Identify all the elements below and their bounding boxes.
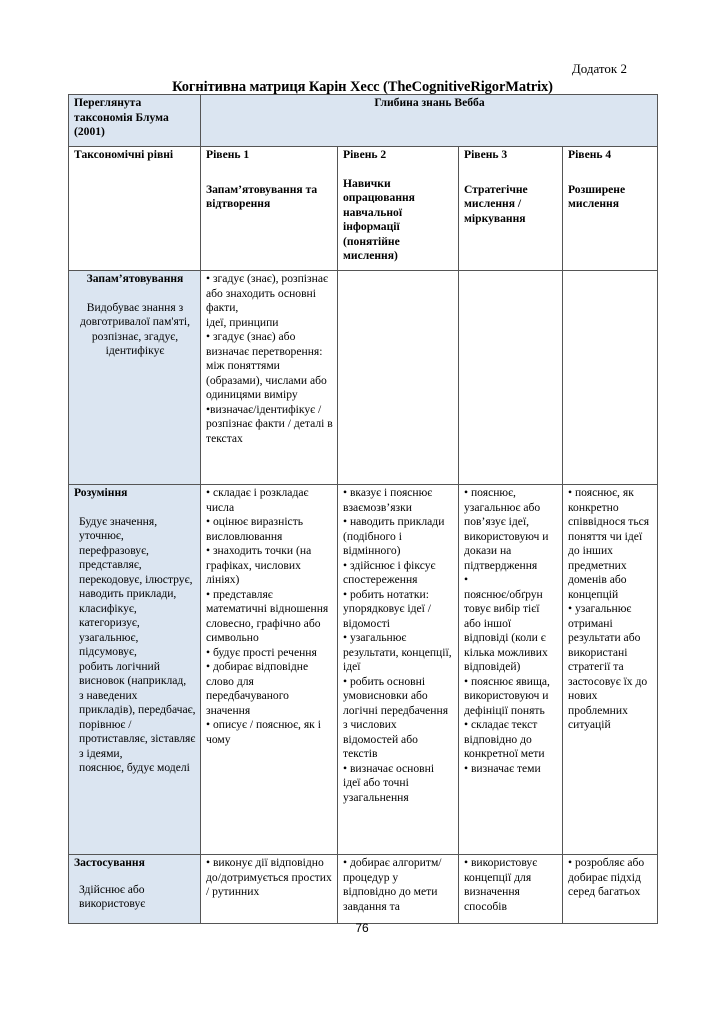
level-2-number: Рівень 2 bbox=[343, 148, 387, 161]
level-2-name: Навички опрацювання навчальної інформації (понятійне мислення) bbox=[343, 176, 415, 262]
table-row bbox=[69, 855, 658, 924]
row-remember-title: Запам’ятовування bbox=[86, 272, 184, 285]
row-remember-head-cell bbox=[69, 271, 201, 485]
table-row bbox=[69, 271, 658, 485]
row-apply-level-1: • виконує дії відповідно до/дотримується простих / рутинних bbox=[201, 855, 338, 924]
page-number: 76 bbox=[355, 921, 369, 935]
row-understand-level-1: • складає і розкладає числа • оцінює виразність висловлювання • знаходить точки (на графіках, числових лініях) • представляє математичні відношення словесно, графічно або символьно • будує прості речення • добирає відповідне слово для передбачуваного значення • описує / пояснює, як і чому bbox=[201, 485, 338, 855]
row-remember-description: Видобуває знання з довготривалої пам'яті, розпізнає, згадує, ідентифікує bbox=[79, 300, 191, 357]
row-understand-level-4: • пояснює, як конкретно співвіднося ться поняття чи ідеї до інших предметних доменів або концепцій • узагальнює отримані результати або використані стратегії та застосовує їх до нових проблемних ситуацій bbox=[563, 485, 658, 855]
row-apply-title: Застосування bbox=[74, 856, 145, 869]
row-remember-level-2 bbox=[338, 271, 459, 485]
header-bloom-cell bbox=[69, 95, 201, 147]
table-header-row bbox=[69, 95, 658, 147]
header-bloom-text: Переглянута таксономія Блума (2001) bbox=[74, 96, 169, 138]
level-2-cell bbox=[338, 147, 459, 271]
row-apply-description: Здійснює або використовує bbox=[79, 882, 146, 910]
row-understand-description: Будує значення, уточнює, перефразовує, представляє, перекодовує, ілюструє, наводить приклади, класифікує, категоризує, узагальнює, підсумовує, робить логічний висновок (наприклад, з наведених прикладів), передбачає, порівнює / протиставляє, зіставляє з ідеями, пояснює, будує моделі bbox=[79, 514, 196, 774]
level-4-cell bbox=[563, 147, 658, 271]
row-remember-level-3 bbox=[459, 271, 563, 485]
row-understand-title: Розуміння bbox=[74, 486, 128, 499]
row-apply-level-4: • розробляє або добирає підхід серед багатьох bbox=[563, 855, 658, 924]
header-webb-text: Глибина знань Вебба bbox=[374, 96, 485, 109]
row-remember-level-4 bbox=[563, 271, 658, 485]
row-understand-level-3: • пояснює, узагальнює або пов’язує ідеї, використовуюч и докази на підтвердження • пояснює/обґрун товує вибір тієї або іншої відповіді (коли є кілька можливих відповідей) • пояснює явища, використовуюч и дефініції понять • складає текст відповідно до конкретної мети • визначає теми bbox=[459, 485, 563, 855]
table-row bbox=[69, 485, 658, 855]
header-webb-cell bbox=[201, 95, 658, 147]
cognitive-rigor-matrix-table bbox=[68, 94, 658, 924]
level-3-cell bbox=[459, 147, 563, 271]
row-understand-head-cell bbox=[69, 485, 201, 855]
levels-row bbox=[69, 147, 658, 271]
row-remember-level-1: • згадує (знає), розпізнає або знаходить основні факти, ідеї, принципи • згадує (знає) або визначає перетворення: між поняттями (образами), числами або одиницями виміру •визначає/ідентифікує /розпізнає факти / деталі в текстах bbox=[201, 271, 338, 485]
level-1-number: Рівень 1 bbox=[206, 148, 250, 161]
level-3-number: Рівень 3 bbox=[464, 148, 508, 161]
row-apply-head-cell bbox=[69, 855, 201, 924]
levels-row-label bbox=[69, 147, 201, 271]
document-title: Когнітивна матриця Карін Хесс (TheCognitiveRigorMatrix) bbox=[172, 79, 553, 95]
level-4-name: Розширене мислення bbox=[568, 182, 626, 210]
level-1-name: Запам’ятовування та відтворення bbox=[206, 182, 318, 210]
level-4-number: Рівень 4 bbox=[568, 148, 612, 161]
appendix-label: Додаток 2 bbox=[571, 61, 627, 76]
level-3-name: Стратегічне мислення / міркування bbox=[464, 182, 528, 225]
row-apply-level-2: • добирає алгоритм/процедур у відповідно до мети завдання та bbox=[338, 855, 459, 924]
row-understand-level-2: • вказує і пояснює взаємозв’язки • наводить приклади (подібного і відмінного) • здійснює і фіксує спостереження • робить нотатки: упорядковує ідеї / відомості • узагальнює результати, концепції, ідеї • робить основні умовисновки або логічні передбачення з числових відомостей або текстів • визначає основні ідеї або точні узагальнення bbox=[338, 485, 459, 855]
level-1-cell bbox=[201, 147, 338, 271]
levels-label-text: Таксономічні рівні bbox=[74, 148, 174, 161]
row-apply-level-3: • використовує концепції для визначення способів bbox=[459, 855, 563, 924]
